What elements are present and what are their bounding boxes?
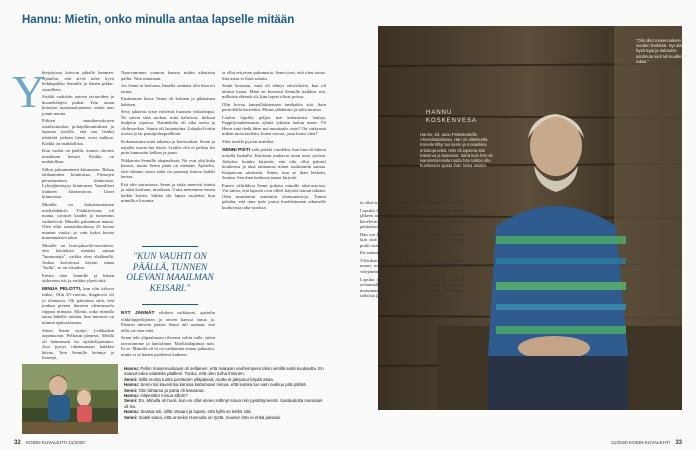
speaker: Senni: — [124, 398, 138, 404]
caption-text: En. Minulla oli huoli, kun en ollut ennen nähnyt sinua niin pysähtyneenä. Uastaukolta mansaan oli iso. — [124, 398, 323, 409]
speaker: Senni: — [124, 376, 138, 382]
portrait-name-label — [426, 110, 477, 125]
paragraph: Laulun lapsilla paljon tise kekusimisi laulaja. Pappilyrankennaista ojlaita tykistin laulun usein: 'Oi Herra sinä tiedä ihtee mä muuttaaks oisin? On varkeasta mihan tuota laulettu, kuten rasvaa, josta kuusi olen?' — [222, 114, 326, 137]
pullquote-rule-top — [142, 246, 198, 247]
speaker: Senni: — [124, 414, 138, 420]
paragraph: Senni kertonut, mitä oli tehnyt arkiviikolla, kun oli äitinsä luona. Minä en kertonut Sennille kaikkea sitä, millaista elämää oli, kun lapset olivat poissa. — [222, 83, 326, 100]
paragraph: ta ollut erityisen puhumatta. Senni tiesi, että olen sairas. — [360, 200, 463, 205]
paragraph: En saanut sitä tehtyä lukkoa. — [360, 250, 413, 256]
body-column-1 — [22, 70, 114, 363]
magazine-issue: 21/2020 KODIN KUVALEHTI — [611, 440, 671, 445]
paragraph: Senni teki ylipaalasaan riferensi veltin valle, sitten taivotinmme ja lantiolinne. Mielialaläpimaa mitt. Ei se. Minulla oli hi on vaihtainen ennen pahasteit, mutta ei se hänen paiälensä kaikeen. — [121, 335, 215, 357]
paragraph — [42, 286, 114, 326]
photo-caption-dialogue — [124, 366, 324, 420]
paragraph: Ennen välirikkoa Senni puhuin minulle raha-asioista. Voi sanoa, että lapseni ovat olleet käyttöä minun takiani. Olen muistamut minimiin olatasanastoja. Tuntui pahalta, että oma tytär joutui huolehtimaan aikuiselle kuuluvista raha-asioista. — [222, 182, 326, 211]
page-number: 32 — [14, 440, 21, 446]
family-photo — [22, 364, 118, 434]
paragraph-text: välit poikki vuodeksi, kun hän oli lukion toisella luokalla. Kuittasin mukavat asian tosta sytöstä. Järkytin, kuinka kirjoitin, että olin ollut pahasti kouluessa ja tänä taimantaa miten ruokimmin samaa. Kaipaitoan sateisistä. Sitten, kun se ihan hetketti, Sennin. Sen ihan hetkessä taansi kirjoitti. — [222, 146, 326, 181]
subhead: MINUA PELOTTI, — [42, 286, 82, 292]
caption-text: Isoäiti sanoi, että onneksi Hannulla on työtä. muuten hän ei ehkä jaksaisi. — [138, 414, 282, 420]
page-number: 33 — [675, 440, 682, 446]
paragraph: Ensiin olen Sennille ja hänen siskoensa isä, ja erittäin ylpeä siitä. — [42, 272, 114, 284]
caption-text: Isillä monta tuntia perätuten ylläpäissä, mutta et jaksanut käydä akaa. — [138, 376, 274, 382]
body-column-2 — [121, 70, 215, 206]
paragraph: Lopuksi hän palasi kotiin, muutto täytetin, mutta niiden jälkeen ruoka ja siisteytys kulkeminen tuntuu hyvältä ja kävelevät. Annoin Sennille ja hänen sisarelleen pattiuksen ja ihanaa. — [360, 207, 464, 230]
paragraph: Ensimmine ikaot. Senni oli kolmen ja pikkuinen kahtsen. — [121, 96, 215, 107]
magazine-issue: KODIN KUVALEHTI 21/2020 — [25, 440, 85, 445]
paragraph: Minulle on hoitojaksolla-tavoitteita, että käyttäisin mentätt saman "kuntoutuja", vaikka olen elakkeellä. Joskus kotiolossa käytän sanaa "hullu", se on vitsailua. — [42, 242, 114, 271]
speaker: Senni: — [124, 387, 138, 393]
paragraph: Sitten Senni syntyi. Leikkaasin napanuoran. Pelkasin pienesti. Meillä oli hemmeasti iso opiskelijaasunto. Josa pystyi rakentamaan kaikkea hävaa. Tein Sennille ketunja ja lisaneja. — [42, 327, 114, 361]
pullquote: "KUN VAUHTI ON PÄÄLLÄ, TUNNEN OLEVANI MAAILMAN KEISARI." — [126, 252, 214, 294]
paragraph-text: vihdoin vaikkavat, ajattelin vihkiloppeilijonan ja aivien kanssa sinua ja, Pienten nimeen pääsin Senni tuli samaan, että tällä, nä eraa ettei. — [121, 310, 215, 333]
paragraph: Siltä tavalla pyysin anteeksi. — [222, 139, 275, 145]
pullquote-rule-bottom — [142, 304, 198, 305]
caption-text: Pahin masennuskausi oli sellainen, että makasin vanhempieni talon vintillä sekä kuukautta. En saanut edes vaatteita päälleni. Tuntui, että olen turha ihminen. — [124, 366, 324, 377]
paragraph: Välirikon aikana Senni kirjoitti minulle kirjetta. Tärsti, mauri, niitä sointelin. Hän on aina tyttöisyyt sovittaa välejämme. — [360, 257, 464, 275]
caption-line — [124, 415, 324, 420]
portrait-caption: Hannu, 53, asuu Pieksämäellä Ahvenistotalossa. Hän on eläkkeellä. Konelle tilltyi tuo kenin ja mosaiikkia eriraitoja teikä. Hän oli lapsena sitä halunnut ja kasvanut. Siinä kuin hän oli ivanmintä-lomila mutta hän tahtoo olla huolissaan ajasta ihan toisia asioita. — [420, 132, 493, 169]
paragraph-text: kun olin tulossa isäksi. Olin 25-vuotias, diagnoosi oli jo olemassa. Oli pahoittaa siitä, että jonkun pienen ihmisen olemassaolo riippuu minusta. Mietin, onko minulla antaa hänelle mitään, kun minussa on niinmä epäisaalusuus. — [42, 285, 114, 325]
paragraph: Sillon puhumminen kiinnostaa. Rahan tahlaaminen kiinnostaa. Firmojen perustaminen kiinnostaa. Lyhytjänteisyys kiinnostaa. Vaaralliset tilanteet kiinnostavat. Uutet kiinnostaa. — [42, 166, 114, 200]
speaker: Hannu: — [124, 409, 140, 415]
page-footer-left — [14, 440, 85, 446]
right-page — [348, 0, 696, 450]
paragraph: Sisältä vaihdoin uuteen tavaroiden ja huonekalujen paikat. Tein oman kotoisen maisemaluoneen, ottein taas jotain muuta. — [42, 94, 114, 116]
subhead: NYT JÄNNÄT — [121, 311, 155, 316]
caption-text: Olin lahtanut ja parta oli kasvanut. — [138, 387, 205, 393]
paragraph: Lopulta tapasimme toisemme. Otin tyttärini syliin ja oisimmalle-muutama taistelukulma toivotti. Pikkuisiesta maisemaa kalansuusta tuli sinä, mitä muutamme sellaisia järjestä mennä. Hänellä oli mukavaa. — [360, 276, 464, 299]
caption-line — [124, 398, 324, 409]
paragraph: Nikkaroin Sennille ahajaudosta, Ne ovat yhä kuka kanssa, mutta Senni pitää on menään. Ajattelin, että olimme usein aidat on paremaj kaarsa kaikki kertaa. — [121, 157, 215, 180]
paragraph — [222, 147, 326, 181]
paragraph: Esti olin sairastassa, Senni ja sisko menivät isänsä ja näist kouluun, muoltaan. Uutta menemme ennen kaikki kotiisi. Siihän yht lapsia saojeltin, kun minulla oli mania. — [121, 181, 215, 204]
page-footer-right — [611, 440, 682, 446]
paragraph: Kun vauhti on päällä, tunnen olevani maailman keisari. Kaikki on mahdollista. — [42, 148, 114, 165]
speaker: Hannu: — [124, 393, 140, 399]
caption-text: Sisäsai tuli, silltti otsaani ja lupasi, että kyllä se tekkö sitä. — [140, 409, 252, 415]
paragraph: Minulla on kaksisuuntainen mielialahäiriö. Yliaktiivisuus eli mania, tavaiset kaudet ja masennus vaihtelevat. Minulla pahemmat mania. Olen ollut sairaalahoidossa 25 kertaa manian vuoksi ja vain kaksi kertaa masennuksen takia. — [42, 202, 114, 241]
article-headline: Hannu: Mietin, onko minulla antaa lapselle mitään — [22, 14, 295, 26]
paragraph: Sexy jakkessi tyrse vietötvät huonani viikonloput. Ne saivat siitä ruokaa, mitä halusivat, niiksan budjetin rajoissa. Naudeleiha oli aika usein ja chilinruokaa. Sauna oli lauantaiina. Lahjakol tottin tuossa ja tai paasäpolasprielletin. — [121, 109, 215, 137]
speaker: Hannu: — [124, 366, 140, 371]
family-photo-image — [22, 364, 118, 434]
paragraph: Olin kovaa kunnollakiansaan tuntkaikis sitä. Sain perttoleilla hauvehin. Minua jähdattiin ja salta murtaa. — [222, 101, 326, 113]
paragraph: Kokemusasta mitä tahansa ja kerroudista. Senni ja näjallat tuosta hei töistä. Lisäksi eila ei pelista lee puin kunnostin kelkan ja puun. — [121, 139, 215, 156]
caption-text: Häpesitkö minua silloin? — [140, 393, 188, 399]
paragraph: Nasuvuminne vaimon kanssa mihin aikuisten pallin. Niin muuttaan. — [121, 70, 215, 81]
caption-text: Senni tuli kaverinsa kanssa kattomaan minua, että kuinka tuo vain nukkuu pitä pähkä. — [140, 382, 307, 388]
paragraph: hteistyössä kaivoin pihalle lammen. Ajattelin, että sii-tä tulee hyvä leikkipaikka Sennille ja hänen pikku-sisarilleen. — [42, 70, 114, 92]
speaker: Hannu: — [124, 382, 140, 388]
first-name: HANNU — [426, 110, 453, 116]
subhead: SENNI PISTI — [222, 147, 251, 153]
right-body-column — [360, 200, 464, 301]
body-column-3 — [222, 70, 326, 213]
paragraph: Pitkien monikerroksisen ostakostutalon poltajalleruntuksen ja lapsaan tyttölle, että sen lisäksi tehtävää jotkuin hänet voisi nukkua. Kaikki on mahdollista. — [42, 118, 114, 146]
caption-line — [124, 366, 324, 377]
paragraph: ta ollut erityisen puhumatta. Senni itsei, että olen sairas. Sitä asiaa ei lisää salattu. — [222, 70, 326, 81]
surname: KOSKENVESA — [426, 117, 478, 124]
paragraph: Hän oni kanpasta omaan aikiin ja sanoi, että joka kerta kun sinä tiek poltat, niinkin tuntuu tämä. Sitten hän poltti sisäisesti. — [360, 231, 464, 248]
paragraph: Jos Senni ai kertonut, hänellä saattaisi olla ihan eri tarina. — [121, 83, 215, 94]
drop-cap: Y — [12, 66, 46, 117]
portrait-quote: "Olin ollut masennuksen 25 vuoden hetkissä. Nyt alan hyvä tupa ja sairautta- asutmutu kieli tuli kuullen oli rakas." — [636, 38, 688, 64]
body-column-2-lower — [121, 310, 215, 359]
paragraph — [121, 310, 215, 333]
